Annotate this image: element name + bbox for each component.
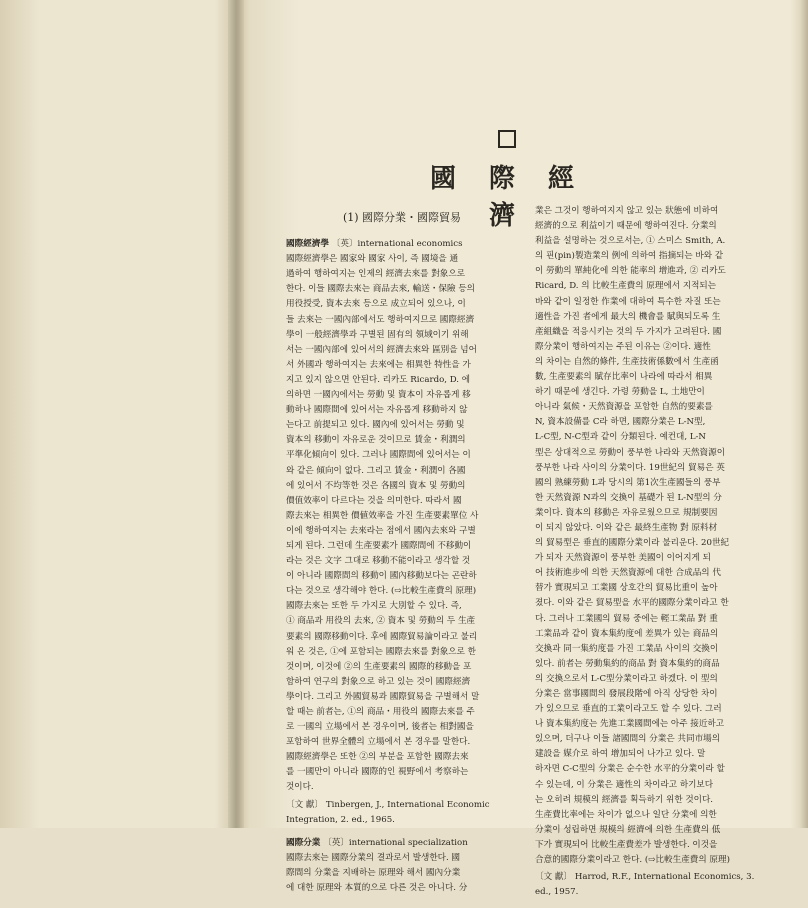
text-line: 過하여 행하여지는 인제의 經濟去來를 對象으로 bbox=[286, 269, 466, 280]
section-heading: (1) 國際分業・國際貿易 bbox=[342, 211, 462, 224]
text-line: 分業은 當事國間의 發展段階에 아직 상당한 차이 bbox=[535, 689, 718, 699]
left-column bbox=[286, 210, 518, 896]
text-line: Ricard, D. 의 比較生產費의 原理에서 지적되는 bbox=[535, 281, 717, 292]
text-line: 의 交換으로서 L-C型分業이라고 하겠다. 이 型의 bbox=[535, 673, 718, 684]
entry-reference: 〔文 獻〕 Tinbergen, J., International Economic Integration, 2. ed., 1965. bbox=[286, 799, 490, 825]
text-line: 產組織을 적응시키는 것의 두 가지가 고려된다. 國 bbox=[535, 326, 722, 337]
entry-body-international-specialization bbox=[286, 851, 518, 896]
text-line: 어 技術進步에 의한 天然資源에 대한 合成品의 代 bbox=[535, 568, 721, 579]
text-line: 워 온 것은, ①에 포함되는 國際去來를 對象으로 한 bbox=[286, 646, 476, 657]
entry-heading-international-specialization bbox=[286, 836, 518, 851]
text-line: 業이다. 資本의 移動은 자유로웠으므로 規制要因 bbox=[535, 507, 718, 518]
text-line: 學이다. 그리고 外國貿易과 國際貿易을 구별해서 말 bbox=[286, 691, 480, 702]
text-line: 풍부한 나라 사이의 分業이다. 19世紀의 貿易은 英 bbox=[535, 462, 725, 473]
text-line: 適性을 가진 者에게 最大의 機會를 賦與되도록 生 bbox=[535, 311, 721, 322]
text-line: 經濟的으로 利益이기 때문에 행하여진다. 分業의 bbox=[535, 221, 717, 232]
text-line: 포함하여 世界全體의 立場에서 본 경우를 말한다. bbox=[286, 737, 471, 748]
text-line: 際間의 分業을 지배하는 原理와 해서 國內分業 bbox=[286, 867, 461, 878]
text-line: 要素의 國際移動이다. 후에 國際貿易論이라고 불리 bbox=[286, 631, 478, 642]
text-line: 있으며, 더구나 이들 諸國間의 分業은 共同市場의 bbox=[535, 734, 721, 745]
text-line: 利益을 설명하는 것으로서는, ① 스미스 Smith, A. bbox=[535, 236, 726, 247]
text-line: N, 資本設備를 C라 하면, 國際分業은 L-N型, bbox=[535, 417, 706, 428]
text-line: 를 一國만이 아니라 國際的인 視野에서 考察하는 bbox=[286, 767, 469, 778]
text-line: 이 되지 않았다. 이와 같은 最終生產物 對 原料材 bbox=[535, 522, 718, 533]
entry-language: 〔英〕international specialization bbox=[323, 837, 468, 848]
text-line: 下가 實現되어 比較生產費差가 발생한다. 이것을 bbox=[535, 839, 718, 850]
text-line: 라는 것은 文字 그대로 移動不能이라고 생각할 것 bbox=[286, 556, 471, 567]
text-line: 하자면 C-C型의 分業은 순수한 水平的分業이라 할 bbox=[535, 764, 725, 775]
text-line: 의 貿易型은 垂直的國際分業이라 불리운다. 20世紀 bbox=[535, 538, 730, 549]
text-line: 合意的國際分業이라고 한다. (⇨比較生產費의 原理) bbox=[535, 855, 730, 866]
text-line: 平準化傾向이 있다. 그러나 國際間에 있어서는 이 bbox=[286, 450, 471, 461]
text-line: 는 오히려 規模의 經濟를 획득하기 위한 것이다. bbox=[535, 794, 714, 805]
text-line: 의 핀(pin)製造業의 例에 의하여 指摘되는 바와 같 bbox=[535, 251, 724, 262]
text-line: 資本의 移動이 자유로운 것이므로 賃金・利潤의 bbox=[286, 435, 466, 446]
text-line: 되게 된다. 그런데 生產要素가 國際間에 不移動이 bbox=[286, 540, 472, 551]
text-line: 들 去來는 一國內部에서도 행하여지므로 國際經濟 bbox=[286, 314, 475, 325]
text-line: 것이며, 이것에 ②의 生產要素의 國際的移動을 포 bbox=[286, 661, 472, 672]
text-line: 學이 一般經濟學과 구별된 固有의 領域이기 위해 bbox=[286, 329, 469, 340]
text-line: 가 되자 天然資源이 풍부한 美國이 이어지게 되 bbox=[535, 553, 711, 564]
text-line: 와 같은 傾向이 없다. 그리고 賃金・利潤이 各國 bbox=[286, 465, 466, 476]
text-line: 로 一國의 立場에서 본 경우이며, 後者는 相對國을 bbox=[286, 722, 474, 733]
entry-term: 國際經濟學 bbox=[286, 239, 329, 250]
entry-reference: 〔文 獻〕 Harrod, R.F., International Economics, 3. ed., 1957. bbox=[535, 872, 755, 898]
text-line: 서 外國과 행하여지는 去來에는 相異한 特性을 가 bbox=[286, 359, 471, 370]
text-line: 價值效率이 다르다는 것을 의미한다. 따라서 國 bbox=[286, 495, 462, 506]
text-line: 數, 生產要素의 賦存比率이 나라에 따라서 相異 bbox=[535, 372, 713, 383]
text-line: 것이다. bbox=[286, 782, 314, 793]
text-line: 서는 一國內部에 있어서의 經濟去來와 區別을 넘어 bbox=[286, 344, 477, 355]
text-line: 에 있어서 不均等한 것은 各國의 資本 및 勞動의 bbox=[286, 480, 466, 491]
text-line: 바와 같이 일정한 作業에 대하여 특수한 자질 또는 bbox=[535, 296, 721, 307]
text-line: 할 때는 前者는, ①의 商品・用役의 國際去來를 주 bbox=[286, 707, 475, 717]
text-line: 는다고 前提되고 있다. 國內에 있어서는 勞動 및 bbox=[286, 420, 465, 431]
text-line: 있다. 前者는 勞動集約的商品 對 資本集約的商品 bbox=[535, 658, 720, 669]
text-line: 함하여 연구의 對象으로 하고 있는 것이 國際經濟 bbox=[286, 676, 471, 687]
text-line: 다. 그러나 工業國의 貿易 중에는 輕工業品 對 重 bbox=[535, 613, 718, 624]
text-line: 하기 때문에 생긴다. 가령 勞動을 L, 土地만이 bbox=[535, 387, 705, 398]
text-line: 生產費比率에는 차이가 없으나 일단 分業에 의한 bbox=[535, 809, 717, 820]
text-line: 分業이 성립하면 規模의 經濟에 의한 生產費의 低 bbox=[535, 824, 721, 835]
text-line: 用役授受, 資本去來 등으로 成立되어 있으나, 이 bbox=[286, 299, 466, 310]
text-line: ① 商品과 用役의 去來, ② 資本 및 勞動의 두 生產 bbox=[286, 616, 476, 627]
text-line: 國際去來는 또한 두 가지로 大別할 수 있다. 즉, bbox=[286, 601, 462, 612]
text-line: 이에 행하여지는 去來라는 점에서 國內去來와 구별 bbox=[286, 525, 476, 536]
text-line: 나 資本集約度는 先進工業國間에는 아주 接近하고 bbox=[535, 719, 725, 730]
text-line: L-C型, N-C型과 같이 分類된다. 예컨대, L-N bbox=[535, 432, 706, 443]
entry-body-continued bbox=[535, 204, 763, 868]
text-line: 한 天然資源 N과의 交換이 基礎가 된 L-N型의 分 bbox=[535, 492, 722, 503]
text-line: 工業品과 같이 資本集約度에 差異가 있는 商品의 bbox=[535, 628, 719, 639]
text-line: 한다. 이들 國際去來는 商品去來, 輸送・保險 등의 bbox=[286, 284, 475, 295]
entry-body-international-economics bbox=[286, 252, 518, 795]
text-line: 國際經濟學은 國家와 國家 사이, 즉 國境을 通 bbox=[286, 254, 459, 265]
book-gutter bbox=[228, 0, 244, 828]
text-line: 國의 熟練勞動 L과 당시의 第1次生產國들의 풍부 bbox=[535, 477, 721, 488]
text-line: 國際去來는 國際分業의 결과로서 발생한다. 國 bbox=[286, 852, 461, 863]
text-line: 際去來는 相異한 價値效率을 가진 生產要素單位 사 bbox=[286, 510, 479, 521]
text-line: 졌다. 이와 같은 貿易型을 水平的國際分業이라고 한 bbox=[535, 598, 729, 609]
text-line: 다는 것으로 생각해야 한다. (⇨比較生產費의 原理) bbox=[286, 586, 477, 597]
text-line: 交換과 同一集約度를 가진 工業品 사이의 交換이 bbox=[535, 643, 719, 654]
entry-term: 國際分業 bbox=[286, 837, 321, 848]
page-edge-shadow bbox=[800, 0, 808, 828]
text-line: 에 대한 原理와 本質的으로 다른 것은 아니다. 分 bbox=[286, 883, 468, 894]
text-line: 수 있는데, 이 分業은 適性의 차이라고 하기보다 bbox=[535, 779, 714, 790]
entry-language: 〔英〕international economics bbox=[331, 239, 463, 250]
chapter-title: 國 際 經 濟 bbox=[429, 164, 587, 231]
text-line: 의 차이는 自然的條件, 生產技術係數에서 生產函 bbox=[535, 356, 719, 367]
text-line: 國際經濟學은 또한 ②의 부분을 포함한 國際去來 bbox=[286, 752, 469, 763]
entry-heading-international-economics bbox=[286, 237, 518, 252]
text-line: 建設을 媒介로 하여 增加되어 나가고 있다. 말 bbox=[535, 749, 706, 760]
right-column bbox=[535, 204, 763, 908]
text-line: 動하나 國際間에 있어서는 자유롭게 移動하지 않 bbox=[286, 405, 468, 416]
text-line: 際分業이 행하여지는 주된 이유는 ②이다. 適性 bbox=[535, 341, 711, 352]
text-line: 지고 있지 않으면 안된다. 리카도 Ricardo, D. 에 bbox=[286, 374, 471, 385]
text-line: 의하면 一國內에서는 勞動 및 資本이 자유롭게 移 bbox=[286, 390, 471, 401]
text-line: 가 있으므로 垂直的工業이라고도 할 수 있다. 그러 bbox=[535, 704, 722, 715]
text-line: 이 勞動의 單純化에 의한 能率의 增進과, ② 리카도 bbox=[535, 266, 726, 277]
text-line: 型은 상대적으로 勞動이 풍부한 나라와 天然資源이 bbox=[535, 447, 726, 458]
text-line: 業은 그것이 행하여지지 않고 있는 狀態에 비하여 bbox=[535, 206, 719, 216]
text-line: 이 아니라 國際間의 移動이 國內移動보다는 곤란하 bbox=[286, 571, 477, 582]
chapter-box-mark bbox=[498, 130, 516, 148]
text-line: 아니라 氣候・天然資源을 포함한 自然的要素를 bbox=[535, 402, 713, 413]
text-line: 替가 實現되고 工業國 상호간의 貿易比重이 높아 bbox=[535, 583, 718, 594]
